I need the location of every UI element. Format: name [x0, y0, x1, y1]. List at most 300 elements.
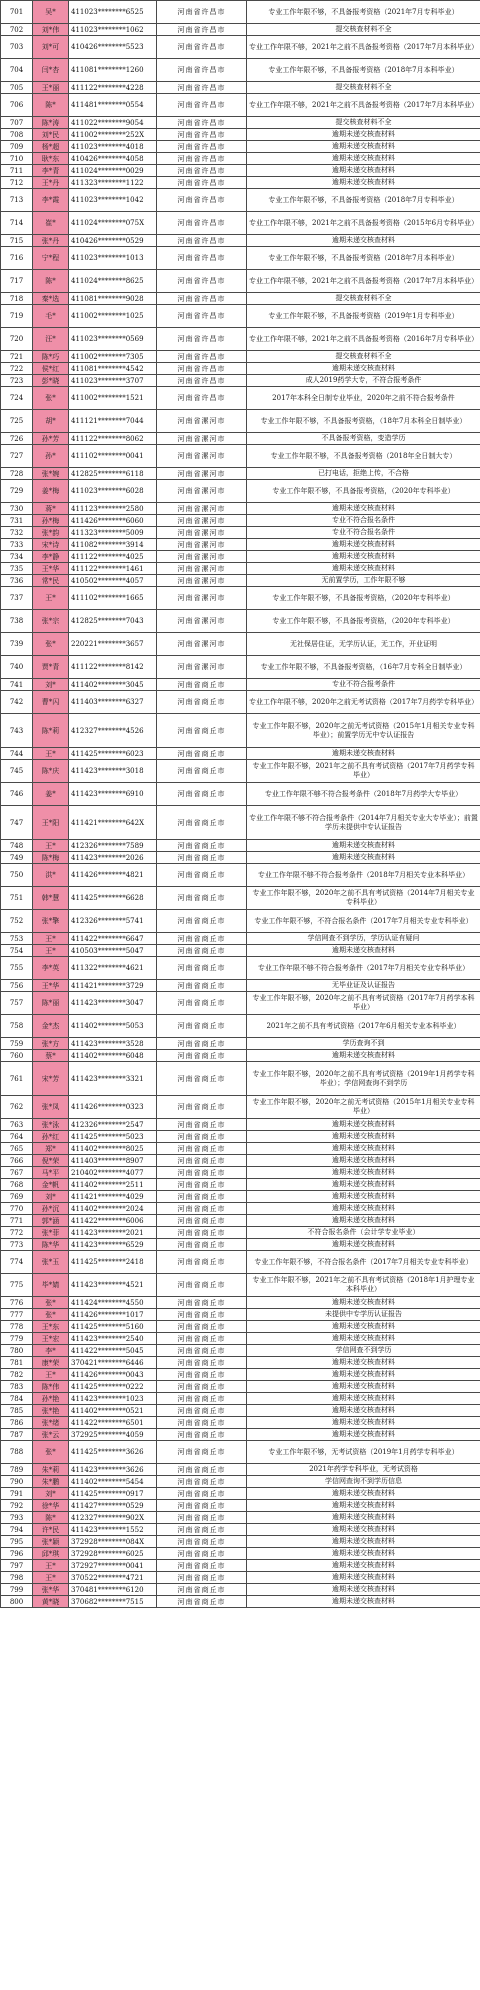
id-number-cell: 410426********5523	[69, 36, 157, 59]
name-cell: 徐*华	[33, 1500, 69, 1512]
row-number-cell: 702	[1, 24, 33, 36]
row-number-cell: 773	[1, 1239, 33, 1251]
table-row	[1, 410, 480, 433]
table-row	[1, 864, 480, 887]
name-cell: 许*民	[33, 1524, 69, 1536]
location-cell: 河南省许昌市	[157, 247, 247, 270]
id-number-cell: 411082********3914	[69, 539, 157, 551]
id-number-cell: 411402********3045	[69, 679, 157, 691]
row-number-cell: 762	[1, 1096, 33, 1119]
location-cell: 河南省许昌市	[157, 212, 247, 235]
remark-cell: 专业工作年限不够，2021年之前不具有考试资格（2017年7月药学专科毕业）	[247, 760, 480, 783]
name-cell: 陈*	[33, 270, 69, 293]
name-cell: 王*	[33, 748, 69, 760]
location-cell: 河南省商丘市	[157, 1203, 247, 1215]
row-number-cell: 747	[1, 806, 33, 840]
remark-cell: 逾期未递交核查材料	[247, 1179, 480, 1191]
remark-cell: 逾期未递交核查材料	[247, 1560, 480, 1572]
table-row	[1, 1062, 480, 1096]
id-number-cell: 412326********2547	[69, 1119, 157, 1131]
table-row	[1, 177, 480, 189]
location-cell: 河南省商丘市	[157, 1143, 247, 1155]
remark-cell: 逾期未递交核查材料	[247, 1417, 480, 1429]
name-cell: 孙*红	[33, 1131, 69, 1143]
name-cell: 张*	[33, 1297, 69, 1309]
id-number-cell: 411426********6060	[69, 515, 157, 527]
remark-cell: 逾期未递交核查材料	[247, 141, 480, 153]
name-cell: 彭*晓	[33, 375, 69, 387]
name-cell: 陈*	[33, 94, 69, 117]
id-number-cell: 411425********5023	[69, 1131, 157, 1143]
table-row	[1, 445, 480, 468]
remark-cell: 未提供中专学历认证报告	[247, 1309, 480, 1321]
table-row	[1, 1560, 480, 1572]
name-cell: 陈*涛	[33, 117, 69, 129]
remark-cell: 无毕业证及认证报告	[247, 980, 480, 992]
remark-cell: 逾期未递交核查材料	[247, 1369, 480, 1381]
id-number-cell: 372928********6025	[69, 1548, 157, 1560]
id-number-cell: 411102********0041	[69, 445, 157, 468]
id-number-cell: 411422********6501	[69, 1417, 157, 1429]
location-cell: 河南省商丘市	[157, 1227, 247, 1239]
row-number-cell: 732	[1, 527, 33, 539]
name-cell: 毛*	[33, 305, 69, 328]
name-cell: 刘*可	[33, 36, 69, 59]
table-row	[1, 1096, 480, 1119]
name-cell: 李*静	[33, 551, 69, 563]
row-number-cell: 712	[1, 177, 33, 189]
remark-cell: 逾期未递交核查材料	[247, 363, 480, 375]
location-cell: 河南省漯河市	[157, 610, 247, 633]
location-cell: 河南省许昌市	[157, 235, 247, 247]
id-number-cell: 410502********4057	[69, 575, 157, 587]
remark-cell: 提交核查材料不全	[247, 293, 480, 305]
table-body	[1, 1, 480, 1608]
table-row	[1, 1119, 480, 1131]
table-row	[1, 1297, 480, 1309]
name-cell: 张*云	[33, 1429, 69, 1441]
name-cell: 张*擎	[33, 910, 69, 933]
location-cell: 河南省商丘市	[157, 1321, 247, 1333]
location-cell: 河南省商丘市	[157, 1512, 247, 1524]
remark-cell: 专业工作年限不够，不具备报考资格（2018年全日制大专）	[247, 445, 480, 468]
row-number-cell: 792	[1, 1500, 33, 1512]
table-row	[1, 270, 480, 293]
table-row	[1, 1524, 480, 1536]
id-number-cell: 411402********2511	[69, 1179, 157, 1191]
id-number-cell: 411423********3018	[69, 760, 157, 783]
location-cell: 河南省商丘市	[157, 840, 247, 852]
id-number-cell: 411423********3047	[69, 992, 157, 1015]
remark-cell: 学信网查不到学历，学历认证有疑问	[247, 933, 480, 945]
name-cell: 张*丹	[33, 235, 69, 247]
name-cell: 王*丽	[33, 82, 69, 94]
name-cell: 邱*琪	[33, 1548, 69, 1560]
id-number-cell: 411427********0529	[69, 1500, 157, 1512]
table-row	[1, 852, 480, 864]
remark-cell: 学信网查询不到学历信息	[247, 1476, 480, 1488]
table-row	[1, 1, 480, 24]
name-cell: 耿*东	[33, 153, 69, 165]
id-number-cell: 411423********4521	[69, 1274, 157, 1297]
id-number-cell: 411424********4550	[69, 1297, 157, 1309]
name-cell: 郭*涵	[33, 1215, 69, 1227]
name-cell: 张*颖	[33, 1536, 69, 1548]
table-row	[1, 59, 480, 82]
id-number-cell: 220221********3657	[69, 633, 157, 656]
location-cell: 河南省商丘市	[157, 980, 247, 992]
row-number-cell: 720	[1, 328, 33, 351]
remark-cell: 逾期未递交核查材料	[247, 1131, 480, 1143]
remark-cell: 逾期未递交核查材料	[247, 1203, 480, 1215]
location-cell: 河南省商丘市	[157, 1119, 247, 1131]
table-row	[1, 36, 480, 59]
name-cell: 宋*芳	[33, 1062, 69, 1096]
row-number-cell: 734	[1, 551, 33, 563]
table-row	[1, 563, 480, 575]
name-cell: 陈*丽	[33, 992, 69, 1015]
name-cell: 孙*梅	[33, 515, 69, 527]
location-cell: 河南省漯河市	[157, 551, 247, 563]
remark-cell: 逾期未递交核查材料	[247, 1119, 480, 1131]
id-number-cell: 411423********2026	[69, 852, 157, 864]
row-number-cell: 744	[1, 748, 33, 760]
location-cell: 河南省漯河市	[157, 480, 247, 503]
id-number-cell: 411423********6910	[69, 783, 157, 806]
location-cell: 河南省许昌市	[157, 141, 247, 153]
location-cell: 河南省许昌市	[157, 59, 247, 82]
name-cell: 王*	[33, 587, 69, 610]
id-number-cell: 411421********642X	[69, 806, 157, 840]
location-cell: 河南省商丘市	[157, 933, 247, 945]
id-number-cell: 410426********0529	[69, 235, 157, 247]
remark-cell: 专业工作年限不够，不具备报考资格（2018年7月专科毕业）	[247, 189, 480, 212]
remark-cell: 逾期未递交核查材料	[247, 539, 480, 551]
name-cell: 李*霞	[33, 189, 69, 212]
name-cell: 陈*梅	[33, 852, 69, 864]
id-number-cell: 411002********1521	[69, 387, 157, 410]
row-number-cell: 779	[1, 1333, 33, 1345]
table-row	[1, 387, 480, 410]
location-cell: 河南省商丘市	[157, 1572, 247, 1584]
table-row	[1, 1215, 480, 1227]
location-cell: 河南省商丘市	[157, 1464, 247, 1476]
id-number-cell: 370421********6446	[69, 1357, 157, 1369]
id-number-cell: 411402********2024	[69, 1203, 157, 1215]
remark-cell: 专业工作年限不够，2020年之前无考试资格（2017年7月药学专科毕业）	[247, 691, 480, 714]
name-cell: 张*	[33, 1309, 69, 1321]
remark-cell: 专业工作年限不够不符合报考条件（2014年7月相关专业大专毕业）；前置学历未提供中专认证报告	[247, 806, 480, 840]
id-number-cell: 411023********6525	[69, 1, 157, 24]
remark-cell: 无前置学历，工作年限不够	[247, 575, 480, 587]
name-cell: 李*青	[33, 165, 69, 177]
row-number-cell: 790	[1, 1476, 33, 1488]
row-number-cell: 799	[1, 1584, 33, 1596]
location-cell: 河南省商丘市	[157, 1524, 247, 1536]
name-cell: 王*阳	[33, 806, 69, 840]
name-cell: 康*荣	[33, 1357, 69, 1369]
table-row	[1, 656, 480, 679]
table-row	[1, 1227, 480, 1239]
name-cell: 朱*莉	[33, 1464, 69, 1476]
table-row	[1, 679, 480, 691]
id-number-cell: 411402********0521	[69, 1405, 157, 1417]
name-cell: 刘*	[33, 1488, 69, 1500]
table-row	[1, 189, 480, 212]
row-number-cell: 738	[1, 610, 33, 633]
row-number-cell: 707	[1, 117, 33, 129]
row-number-cell: 760	[1, 1050, 33, 1062]
row-number-cell: 719	[1, 305, 33, 328]
row-number-cell: 793	[1, 1512, 33, 1524]
id-number-cell: 210402********4077	[69, 1167, 157, 1179]
id-number-cell: 411081********4542	[69, 363, 157, 375]
remark-cell: 无社保居住证，无学历认证，无工作，开业证明	[247, 633, 480, 656]
id-number-cell: 411081********9028	[69, 293, 157, 305]
table-row	[1, 24, 480, 36]
table-row	[1, 1512, 480, 1524]
id-number-cell: 411423********3321	[69, 1062, 157, 1096]
location-cell: 河南省漯河市	[157, 633, 247, 656]
name-cell: 秦*选	[33, 293, 69, 305]
location-cell: 河南省商丘市	[157, 1191, 247, 1203]
id-number-cell: 411403********6327	[69, 691, 157, 714]
id-number-cell: 411423********2540	[69, 1333, 157, 1345]
id-number-cell: 412326********5741	[69, 910, 157, 933]
name-cell: 朱*鹏	[33, 1476, 69, 1488]
table-row	[1, 1309, 480, 1321]
table-row	[1, 1251, 480, 1274]
name-cell: 张*方	[33, 1038, 69, 1050]
location-cell: 河南省许昌市	[157, 24, 247, 36]
remark-cell: 专业工作年限不够，不具备报考资格，（2020年专科毕业）	[247, 587, 480, 610]
name-cell: 倪*荣	[33, 1155, 69, 1167]
location-cell: 河南省漯河市	[157, 445, 247, 468]
table-row	[1, 1584, 480, 1596]
id-number-cell: 411081********1260	[69, 59, 157, 82]
table-row	[1, 1274, 480, 1297]
row-number-cell: 777	[1, 1309, 33, 1321]
row-number-cell: 791	[1, 1488, 33, 1500]
table-row	[1, 375, 480, 387]
name-cell: 郑*	[33, 1143, 69, 1155]
table-row	[1, 94, 480, 117]
location-cell: 河南省商丘市	[157, 957, 247, 980]
id-number-cell: 372927********0041	[69, 1560, 157, 1572]
row-number-cell: 757	[1, 992, 33, 1015]
remark-cell: 逾期未递交核查材料	[247, 1357, 480, 1369]
name-cell: 常*民	[33, 575, 69, 587]
remark-cell: 专业工作年限不够，2021年之前不具备报考资格（2016年7月专科毕业）	[247, 328, 480, 351]
remark-cell: 逾期未递交核查材料	[247, 129, 480, 141]
name-cell: 张*玉	[33, 1251, 69, 1274]
row-number-cell: 795	[1, 1536, 33, 1548]
id-number-cell: 411122********8062	[69, 433, 157, 445]
remark-cell: 专业工作年限不够，2021年之前不具备报考资格（2015年6月专科毕业）	[247, 212, 480, 235]
table-row	[1, 1143, 480, 1155]
location-cell: 河南省商丘市	[157, 1405, 247, 1417]
id-number-cell: 411002********1025	[69, 305, 157, 328]
remark-cell: 逾期未递交核查材料	[247, 1321, 480, 1333]
location-cell: 河南省商丘市	[157, 1155, 247, 1167]
location-cell: 河南省商丘市	[157, 1393, 247, 1405]
location-cell: 河南省商丘市	[157, 1381, 247, 1393]
row-number-cell: 787	[1, 1429, 33, 1441]
table-row	[1, 1050, 480, 1062]
location-cell: 河南省商丘市	[157, 1309, 247, 1321]
remark-cell: 提交核查材料不全	[247, 351, 480, 363]
name-cell: 张*	[33, 1441, 69, 1464]
table-row	[1, 153, 480, 165]
id-number-cell: 411422********6006	[69, 1215, 157, 1227]
location-cell: 河南省许昌市	[157, 1, 247, 24]
row-number-cell: 714	[1, 212, 33, 235]
row-number-cell: 724	[1, 387, 33, 410]
row-number-cell: 751	[1, 887, 33, 910]
name-cell: 毕*婧	[33, 1274, 69, 1297]
name-cell: 蔡*	[33, 1050, 69, 1062]
location-cell: 河南省商丘市	[157, 1500, 247, 1512]
location-cell: 河南省商丘市	[157, 1596, 247, 1608]
id-number-cell: 411481********0554	[69, 94, 157, 117]
name-cell: 王*	[33, 1560, 69, 1572]
row-number-cell: 703	[1, 36, 33, 59]
row-number-cell: 788	[1, 1441, 33, 1464]
table-row	[1, 806, 480, 840]
location-cell: 河南省商丘市	[157, 1251, 247, 1274]
remark-cell: 逾期未递交核查材料	[247, 840, 480, 852]
table-row	[1, 351, 480, 363]
location-cell: 河南省商丘市	[157, 1488, 247, 1500]
name-cell: 张*绪	[33, 1417, 69, 1429]
remark-cell: 专业工作年限不够，2020年之前不具有考试资格（2014年7月相关专业专科毕业）	[247, 887, 480, 910]
remark-cell: 专业工作年限不够，2021年之前不具备报考资格（2017年7月本科毕业）	[247, 270, 480, 293]
table-row	[1, 887, 480, 910]
id-number-cell: 410503********5047	[69, 945, 157, 957]
remark-cell: 不符合报名条件（会计学专业毕业）	[247, 1227, 480, 1239]
location-cell: 河南省漯河市	[157, 503, 247, 515]
name-cell: 陈*莉	[33, 714, 69, 748]
remark-cell: 逾期未递交核查材料	[247, 165, 480, 177]
location-cell: 河南省商丘市	[157, 1274, 247, 1297]
location-cell: 河南省商丘市	[157, 1476, 247, 1488]
remark-cell: 专业工作年限不够，无考试资格（2019年1月药学专科毕业）	[247, 1441, 480, 1464]
id-number-cell: 411421********4029	[69, 1191, 157, 1203]
id-number-cell: 411023********3707	[69, 375, 157, 387]
id-number-cell: 411023********1062	[69, 24, 157, 36]
name-cell: 张*凤	[33, 1096, 69, 1119]
table-row	[1, 1321, 480, 1333]
id-number-cell: 411425********6023	[69, 748, 157, 760]
row-number-cell: 786	[1, 1417, 33, 1429]
location-cell: 河南省商丘市	[157, 1062, 247, 1096]
id-number-cell: 411122********8142	[69, 656, 157, 679]
id-number-cell: 372925********4059	[69, 1429, 157, 1441]
row-number-cell: 704	[1, 59, 33, 82]
row-number-cell: 743	[1, 714, 33, 748]
remark-cell: 专业工作年限不够，2020年之前无考试资格（2015年1月相关专业专科毕业）	[247, 1096, 480, 1119]
row-number-cell: 748	[1, 840, 33, 852]
table-row	[1, 82, 480, 94]
row-number-cell: 705	[1, 82, 33, 94]
name-cell: 曹*闪	[33, 691, 69, 714]
name-cell: 汪*	[33, 328, 69, 351]
table-row	[1, 1417, 480, 1429]
remark-cell: 逾期未递交核查材料	[247, 1393, 480, 1405]
remark-cell: 专业工作年限不够，2021年之前不具备报考资格（2017年7月本科毕业）	[247, 36, 480, 59]
remark-cell: 学信网查不到学历	[247, 1345, 480, 1357]
location-cell: 河南省商丘市	[157, 1015, 247, 1038]
id-number-cell: 411425********6628	[69, 887, 157, 910]
location-cell: 河南省许昌市	[157, 293, 247, 305]
name-cell: 王*	[33, 945, 69, 957]
remark-cell: 逾期未递交核查材料	[247, 235, 480, 247]
row-number-cell: 731	[1, 515, 33, 527]
row-number-cell: 778	[1, 1321, 33, 1333]
id-number-cell: 411402********8025	[69, 1143, 157, 1155]
remark-cell: 逾期未递交核查材料	[247, 1143, 480, 1155]
row-number-cell: 775	[1, 1274, 33, 1297]
location-cell: 河南省商丘市	[157, 806, 247, 840]
name-cell: 金*帆	[33, 1179, 69, 1191]
row-number-cell: 758	[1, 1015, 33, 1038]
table-row	[1, 433, 480, 445]
remark-cell: 提交核查材料不全	[247, 24, 480, 36]
name-cell: 洪*	[33, 864, 69, 887]
table-row	[1, 1038, 480, 1050]
location-cell: 河南省商丘市	[157, 1096, 247, 1119]
location-cell: 河南省商丘市	[157, 1429, 247, 1441]
row-number-cell: 741	[1, 679, 33, 691]
remark-cell: 成人2019药学大专，不符合报考条件	[247, 375, 480, 387]
row-number-cell: 740	[1, 656, 33, 679]
table-row	[1, 515, 480, 527]
name-cell: 宋*诗	[33, 539, 69, 551]
id-number-cell: 412825********7043	[69, 610, 157, 633]
id-number-cell: 412326********7589	[69, 840, 157, 852]
table-row	[1, 1500, 480, 1512]
name-cell: 张*	[33, 387, 69, 410]
id-number-cell: 411422********6647	[69, 933, 157, 945]
name-cell: 宁*程	[33, 247, 69, 270]
table-row	[1, 945, 480, 957]
remark-cell: 已打电话，拒绝上传，不合格	[247, 468, 480, 480]
remark-cell: 逾期未递交核查材料	[247, 551, 480, 563]
id-number-cell: 411425********3626	[69, 1441, 157, 1464]
remark-cell: 逾期未递交核查材料	[247, 177, 480, 189]
location-cell: 河南省商丘市	[157, 1548, 247, 1560]
id-number-cell: 411323********5009	[69, 527, 157, 539]
table-row	[1, 1191, 480, 1203]
id-number-cell: 370682********7515	[69, 1596, 157, 1608]
remark-cell: 专业不符合报名条件	[247, 527, 480, 539]
table-row	[1, 992, 480, 1015]
table-row	[1, 363, 480, 375]
remark-cell: 逾期未递交核查材料	[247, 1429, 480, 1441]
location-cell: 河南省许昌市	[157, 153, 247, 165]
id-number-cell: 411002********7305	[69, 351, 157, 363]
table-row	[1, 1333, 480, 1345]
table-row	[1, 1239, 480, 1251]
row-number-cell: 765	[1, 1143, 33, 1155]
table-row	[1, 1596, 480, 1608]
row-number-cell: 755	[1, 957, 33, 980]
id-number-cell: 411023********4018	[69, 141, 157, 153]
name-cell: 黄*晓	[33, 1596, 69, 1608]
name-cell: 孙*芳	[33, 433, 69, 445]
table-row	[1, 1155, 480, 1167]
id-number-cell: 411123********2580	[69, 503, 157, 515]
